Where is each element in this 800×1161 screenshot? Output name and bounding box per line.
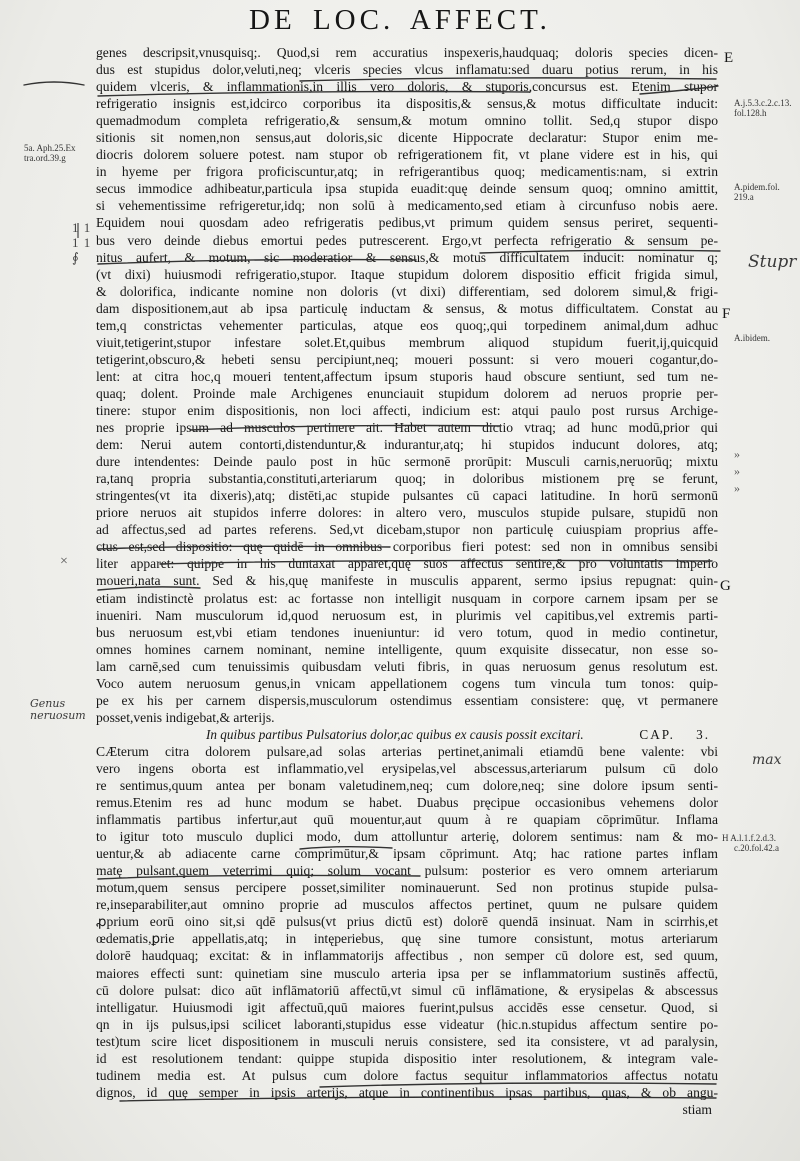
text-line: to igitur toto musculo duplici modo, dum attolluntur arterię, dolorem sentimus: nam & mo- <box>96 829 718 845</box>
handwritten-max-note: max <box>752 752 782 768</box>
catchword: stiam <box>682 1101 712 1117</box>
text-line: tudinem media est. At pulsus cum dolore factus sequitur inflammatorios affectus notatu <box>96 1067 718 1083</box>
text-line: etiam indistinctè prolatus est: ac fortasse non intelligit nusquam in corpore carnem ipsam per se <box>96 590 718 606</box>
text-line: dam dispositionem,aut ab ipsa particulę inductam & sensus, & motus difficultatem. Constat au <box>96 300 718 316</box>
text-line: viuit,tetigerint,stupor infestare solet.Et,quibus membrum aliquod stupidum fuerit,ij,quicquid <box>96 334 718 350</box>
text-line: test)tum scire licet dispositionem in musculi neruis consistere, sed ita consistere, vt ad paralysin, <box>96 1033 718 1049</box>
text-line: ctus est,sed dispositio: quę quidē in omnibus corporibus fieri potest: sed non in omnibus sensibi <box>96 539 718 555</box>
text-line: motum,quem sensus percipere posset,similiter nominauerunt. Sed non protinus stupide pulsa- <box>96 880 718 896</box>
text-line: nitus aufert, & motum, sic moderatior & sensus,& motus difficultatem inducit: nominatur q; <box>96 249 718 265</box>
text-line: quidem vlceris, & inflammationis,in illis vero doloris, & stuporis,concursus est. Etenim stupor <box>96 79 718 95</box>
text-line: dolorē haudquaq; excitat: & in inflammatorijs affectibus , non semper cū dolore est, sed quum, <box>96 948 718 964</box>
handwritten-stupor-note: Stupr <box>748 252 797 272</box>
right-margin-reference-1: A.j.5.3.c.2.c.13. fol.128.h <box>734 98 792 118</box>
text-line: bus vero deinde diebus emortui pedes putrescerent. Ergo,vt perfecta refrigeratio & sensum pe- <box>96 232 718 248</box>
text-line: Equidem noui quosdam adeo refrigeratis pedibus,vt primum quidem sensus periret, sequenti- <box>96 215 718 231</box>
guillemet-mark-3: » <box>734 481 740 495</box>
text-line: re,inseparabiliter,aut omnino proprie ad musculos affectos pertinet, quum ne pulsare quidem <box>96 897 718 913</box>
text-line: ad affectus,sed ad partes referens. Sed,vt dicebam,stupor non particulę cuiuspiam proprius affe- <box>96 522 718 538</box>
margin-flourish <box>24 82 84 85</box>
text-line: genes descripsit,vnusquisq;. Quod,si rem accuratius inspexeris,haudquaq; doloris species dicen- <box>96 45 718 60</box>
text-line: omnes homines carnem nominant, nemine intelligente, quum exquisite dissecatur, non esse so- <box>96 641 718 657</box>
text-line: quaq; dolent. Proinde male Archigenes enunciauit stupidum dolorem ad neruos proprie per- <box>96 385 718 401</box>
handwritten-genus-note: Genus neruosum <box>30 697 86 722</box>
text-line: in hyeme per frigora proficiscuntur,atq; in refrigerantibus quoq; medicamentis:nam, si extrin <box>96 164 718 180</box>
guillemet-mark-1: » <box>734 447 740 461</box>
text-line: dem: Nerui autem contorti,distenduntur,& indurantur,atq; hi stupidos inducunt dolores, atq; <box>96 437 718 453</box>
text-line: œdematis,ꝑrie appellatis,atq; in intęperiebus, quę sine tumore consistunt, motus arteriarum <box>96 931 718 947</box>
text-line: refrigeratio insignis est,idcirco corporibus ita dispositis,& sensus,& motus difficultate inducit: <box>96 96 718 112</box>
right-margin-reference-2: A.pidem.fol. 219.a <box>734 182 780 202</box>
chapter-heading <box>96 726 718 743</box>
section-letter-e: E <box>724 50 734 66</box>
text-line: ꝓprium eorū oino sit,si qdē pulsus(vt prius dictū est) dolorē quendā insinuat. Nam in scirrhis,et <box>96 914 718 930</box>
text-line: quemadmodum completa refrigeratio,& sensum,& motum omnino tollit. Sed,q stupor dispo <box>96 113 718 129</box>
text-line: inueniri. Nam musculorum id,quod neruosum est, in plurimis vel capitibus,vel extremis parti- <box>96 607 718 623</box>
text-line: tem,q constrictas vehementer particulas, atque eos quoq;,qui torpedinem animal,dum adhuc <box>96 317 718 333</box>
guillemet-mark-2: » <box>734 464 740 478</box>
right-margin-reference-4: H A.l.1.f.2.d.3. c.20.fol.42.a <box>722 833 779 853</box>
text-line: & dolorifica, indicante nomine non doloris (vt dixi) differentiam, sed dolorem simul,& frigi- <box>96 283 718 299</box>
text-line: sitionis sit nomen,non sensus,aut doloris,sic dicente Hippocrate declaratur: Stupor enim me- <box>96 130 718 146</box>
text-line: maiores effecti sunt: quinetiam sine musculo arteria ipsa per se inflammatorium sustinēs affectū, <box>96 965 718 981</box>
text-line: bus neruosum est,vbi etiam tendones inueniuntur: id vero totum, quod in medio continetur, <box>96 624 718 640</box>
section-letter-g: G <box>720 578 731 594</box>
text-line: lent: at citra hoc,q moueri tentent,affectum ipsum stuporis haud obscure sentiunt, sed tum ne- <box>96 368 718 384</box>
text-line: dure intendentes: Deinde paulo post in hūc sermonē prorūpit: Musculi carnis,neruorūq; mixtu <box>96 454 718 470</box>
text-line: intelligatur. Huiusmodi igit affectuū,quū maiores fuerint,pulsus accidēs esse censetur. Quod, si <box>96 999 718 1015</box>
cross-mark: × <box>60 554 68 569</box>
text-line: posset,venis indigebat,& arterijs. <box>96 709 275 725</box>
text-line: CÆterum citra dolorem pulsare,ad solas arterias pertinet,animali etiamdū bene valente: vbi <box>96 743 718 759</box>
text-line: stringentes(vt ita dixeris),atq; distēti,ac stupide pulsantes cū capaci latitudine. In horū sermonū <box>96 488 718 504</box>
text-line: priore neruos ait stupidos inferre dolores: in altero vero, musculos stupide pulsare, stupidū non <box>96 505 718 521</box>
text-line: qn in ijs pulsus,ipsi scilicet laboranti,stupidus esse videatur (hic.n.stupidus affectum sentire po- <box>96 1016 718 1032</box>
text-line: lam carnē,sed cum tenuissimis quibusdam veluti fibris, in quas neruosum genus resolutum est. <box>96 658 718 674</box>
text-line: inflammatis partibus infertur,aut quū mouentur,aut quum à re quapiam cōprimūtur. Inflama <box>96 812 718 828</box>
text-line: moueri,nata sunt. Sed & his,quę manifeste in musculis apparent, sermo ipsius repugnat: quin- <box>96 573 718 589</box>
text-line: tetigerint,obscuro,& hebeti sensu percipiunt,neq; moueri possunt: si vero moueri cogantur,do- <box>96 351 718 367</box>
tally-marks: 1 1 1 1 ∮ <box>72 220 92 265</box>
text-line: Voco autem neruosum genus,in vnicam appellationem cogens tum vincula tum tonos: quip- <box>96 675 718 691</box>
text-line: uentur,& ab adiacente carne comprimūtur,& ipsam cōprimunt. Atq; hac ratione partes inflam <box>96 846 718 862</box>
text-line: diocris dolorem soluere potest. nam stupor ob refrigerationem fit, vt plane videre est in his, qui <box>96 147 718 163</box>
chapter-number: CAP. 3. <box>639 726 710 742</box>
text-line: liter apparet: quippe in his duntaxat apparet,quę suos affectus sentire,& pro voluntatis imperio <box>96 556 718 572</box>
text-line: dus est stupidus dolor,veluti,neq; vlceris species vlcus inflamatu:sed duaru potius rerum, in his <box>96 62 718 78</box>
left-margin-reference: 5a. Aph.25.Ex tra.ord.39.g <box>24 143 76 163</box>
text-line: remus.Etenim res ad hunc modum se habet. Duabus pręcipue occasionibus vehemens dolor <box>96 795 718 811</box>
chapter-title: In quibus partibus Pulsatorius dolor,ac quibus ex causis possit excitari. <box>206 726 584 742</box>
text-line: pe ex his per carnem dispersis,musculorum ostendimus essentiam consistere: quę, vt permanere <box>96 692 718 708</box>
text-line: si vehementissime refrigeretur,idq; non solū à medicamento,sed etiam à circunfuso nobis aere. <box>96 198 718 214</box>
text-line: nes proprie ipsum ad musculos pertinere ait. Habet autem dictio vtraq; ad hunc modū,prior qui <box>96 420 718 436</box>
text-line: secus immodice adhibeatur,particula ipsa stupida euadit:quę deinde sensum quoq; omnino amittit, <box>96 181 718 197</box>
text-section-one <box>96 44 718 726</box>
text-line: tinere: stupor enim dispositionis, non loci affecti, indicium est: atqui paulo post rursus Archige- <box>96 402 718 418</box>
text-line: ra,tanq propria substantia,constituti,arteriarum quoq; in doloribus mistionem prę se ferunt, <box>96 471 718 487</box>
text-line: matę pulsant,quem veterrimi quiq; solum vocant pulsum: posterior es vero omnem arteriarum <box>96 863 718 879</box>
text-line: cū dolore pulsat: dico aūt inflāmatoriū affectū,vt simul cū inflāmatione, & erysipelas & abscessus <box>96 982 718 998</box>
text-line: (vt dixi) huiusmodi refrigeratio,stupor. Itaque stupidum dolorem dispositio efficit frigida simul, <box>96 266 718 282</box>
text-line: re sentimus,quum antea per bonam valetudinem,neq; cum dolore,neq; sine dolore ipsum senti- <box>96 778 718 794</box>
text-line: dignos, id quę semper in ipsis arterijs, atque in continentibus ipsas partibus, quas, & ob angu- <box>96 1084 718 1100</box>
text-line: id est resolutionem tendant: quippe stupida dispositio inter resolutionem, & integram vale- <box>96 1050 718 1066</box>
main-text-block <box>96 44 718 1118</box>
running-header: DE LOC. AFFECT. <box>249 4 551 36</box>
section-letter-f: F <box>722 306 731 322</box>
text-section-two <box>96 743 718 1101</box>
right-margin-reference-3: A.ibidem. <box>734 333 770 343</box>
text-line: vero ingens oborta est inflammatio,vel erysipelas,vel abscessus,arteriarum pulsum cū dolo <box>96 760 718 776</box>
